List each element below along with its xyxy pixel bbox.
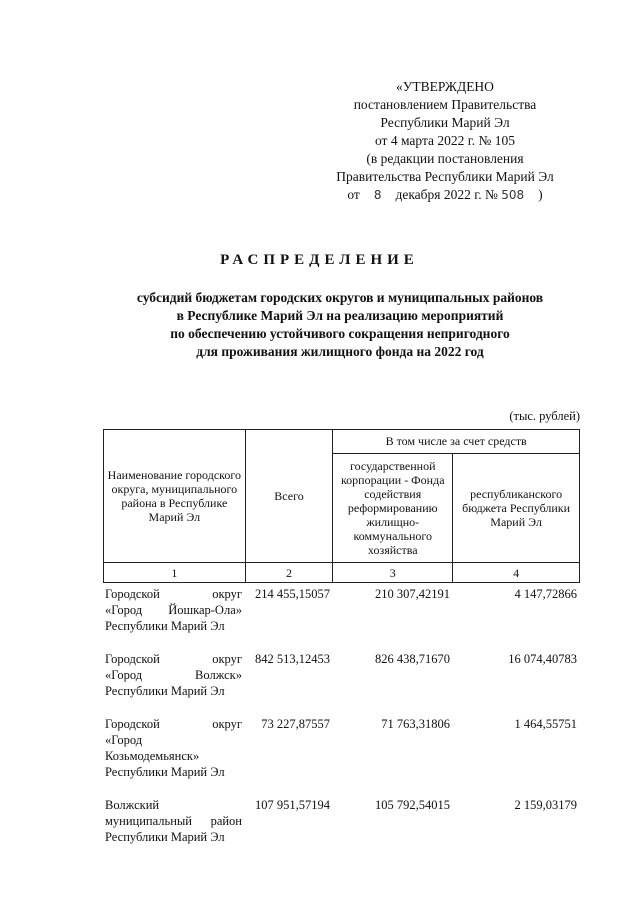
- date-prefix: от: [347, 187, 360, 202]
- units-label: (тыс. рублей): [509, 409, 580, 423]
- date-middle: декабря 2022 г. №: [395, 187, 498, 202]
- row-name: Городской округ «Город Волжск» Республики Марий Эл: [105, 652, 242, 698]
- column-number: 4: [453, 563, 580, 583]
- date-suffix: ): [538, 187, 543, 202]
- approval-line: (в редакции постановления: [366, 151, 524, 166]
- header-total: Всего: [245, 430, 333, 563]
- table-row: [103, 584, 580, 634]
- row-republic: 16 074,40783: [508, 652, 577, 666]
- approval-block: [300, 78, 590, 204]
- approval-line: «УТВЕРЖДЕНО: [396, 79, 494, 94]
- column-number: 1: [104, 563, 246, 583]
- approval-line: Правительства Республики Марий Эл: [336, 169, 554, 184]
- date-number: 508: [501, 188, 525, 202]
- row-total: 842 513,12453: [255, 652, 330, 666]
- row-republic: 4 147,72866: [514, 587, 577, 601]
- table-row: [103, 795, 580, 845]
- row-total: 107 951,57194: [255, 798, 330, 812]
- row-republic: 1 464,55751: [514, 717, 577, 731]
- data-table: [103, 584, 580, 845]
- row-total: 214 455,15057: [255, 587, 330, 601]
- header-group: В том числе за счет средств: [333, 430, 580, 454]
- document-subtitle: [95, 289, 585, 361]
- header-name: Наименование городского округа, муниципального района в Республике Марий Эл: [104, 430, 246, 563]
- subtitle-line: в Республике Марий Эл на реализацию мероприятий: [176, 308, 504, 323]
- table-header: [103, 429, 580, 583]
- approval-line: Республики Марий Эл: [380, 115, 510, 130]
- header-fund: государственной корпорации - Фонда содействия реформированию жилищно-коммунального хозяйства: [333, 453, 453, 562]
- subtitle-line: для проживания жилищного фонда на 2022 год: [196, 344, 484, 359]
- column-number: 2: [245, 563, 333, 583]
- table-row: [103, 714, 580, 780]
- approval-line: от 4 марта 2022 г. № 105: [374, 133, 516, 148]
- row-fund: 105 792,54015: [375, 798, 450, 812]
- row-name: Волжский муниципальный район Республики Марий Эл: [105, 798, 242, 844]
- row-name: Городской округ «Город Козьмодемьянск» Республики Марий Эл: [105, 717, 242, 779]
- row-fund: 71 763,31806: [381, 717, 450, 731]
- row-fund: 826 438,71670: [375, 652, 450, 666]
- table-row: [103, 649, 580, 699]
- subtitle-line: субсидий бюджетам городских округов и муниципальных районов: [136, 290, 544, 305]
- row-total: 73 227,87557: [261, 717, 330, 731]
- subtitle-line: по обеспечению устойчивого сокращения непригодного: [170, 326, 510, 341]
- amendment-date-line: [300, 186, 590, 204]
- row-fund: 210 307,42191: [375, 587, 450, 601]
- row-republic: 2 159,03179: [514, 798, 577, 812]
- document-heading: РАСПРЕДЕЛЕНИЕ: [220, 252, 419, 268]
- approval-line: постановлением Правительства: [353, 97, 537, 112]
- date-day: 8: [373, 188, 382, 202]
- column-number: 3: [333, 563, 453, 583]
- header-republic: республиканского бюджета Республики Марий Эл: [453, 453, 580, 562]
- row-name: Городской округ «Город Йошкар-Ола» Республики Марий Эл: [105, 587, 242, 633]
